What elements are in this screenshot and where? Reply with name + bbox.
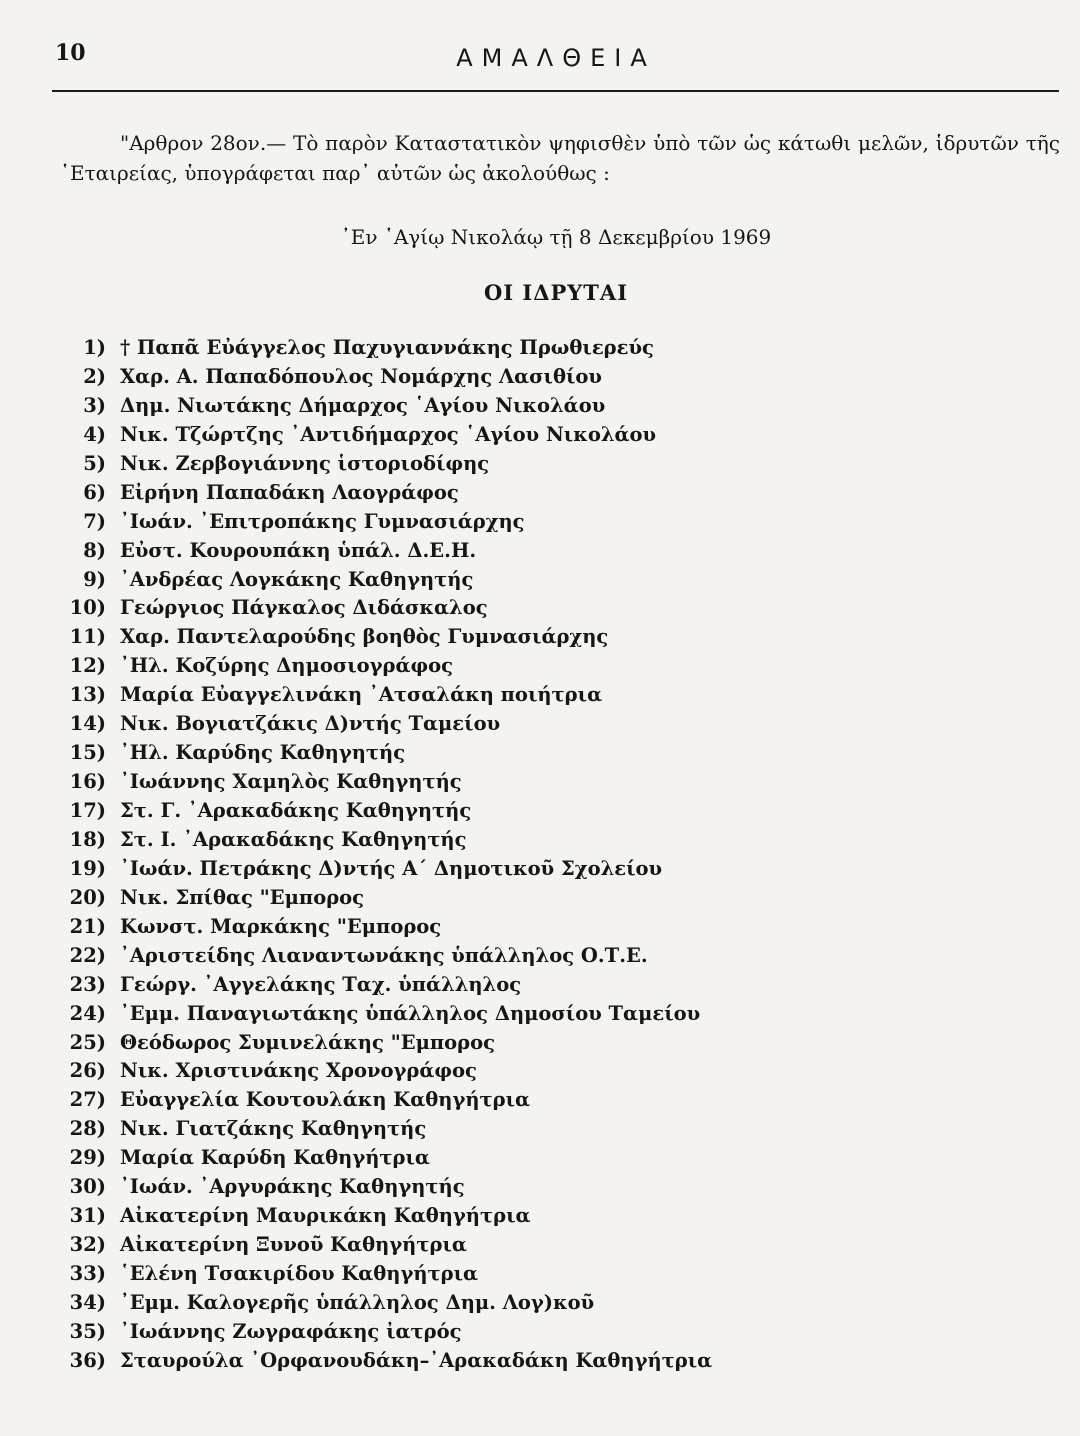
founder-name: Νικ. Τζώρτζης ᾿Αντιδήμαρχος ῾Αγίου Νικολάου — [120, 422, 657, 446]
founder-list-item — [60, 828, 1040, 857]
dateline: ᾿Εν ῾Αγίῳ Νικολάῳ τῇ 8 Δεκεμβρίου 1969 — [340, 225, 772, 249]
founder-name: ᾿Ιωάν. ᾿Αργυράκης Καθηγητής — [120, 1175, 465, 1199]
founder-name: Κωνστ. Μαρκάκης "Εμπορος — [120, 914, 442, 938]
founder-number: 25) — [69, 1030, 106, 1054]
founder-number: 35) — [69, 1319, 106, 1343]
founder-number: 9) — [83, 567, 106, 591]
founder-list-item — [60, 973, 1040, 1002]
founder-name: ᾿Ιωάννης Χαμηλὸς Καθηγητής — [120, 770, 462, 794]
founder-number: 12) — [69, 654, 106, 678]
founder-number: 27) — [69, 1088, 106, 1112]
founder-list-item — [60, 1233, 1040, 1262]
founder-name: ᾿Εμμ. Καλογερῆς ὑπάλληλος Δημ. Λογ)κοῦ — [120, 1290, 595, 1314]
founder-list-item — [60, 394, 1040, 423]
founder-name: Στ. Ι. ᾿Αρακαδάκης Καθηγητής — [120, 827, 467, 851]
founder-number: 26) — [69, 1059, 106, 1083]
founder-list-item — [60, 1059, 1040, 1088]
founder-number: 28) — [69, 1117, 106, 1141]
founder-number: 13) — [69, 683, 106, 707]
founder-name: ᾿Ανδρέας Λογκάκης Καθηγητής — [120, 567, 474, 591]
founder-number: 15) — [69, 741, 106, 765]
founder-name: Μαρία Εὐαγγελινάκη ᾿Ατσαλάκη ποιήτρια — [120, 683, 603, 707]
founder-name: Νικ. Σπίθας "Εμπορος — [120, 885, 365, 909]
founder-name: Νικ. Γιατζάκης Καθηγητής — [120, 1117, 427, 1141]
founder-number: 3) — [83, 393, 106, 417]
founder-list-item — [60, 510, 1040, 539]
founder-list-item — [60, 654, 1040, 683]
founder-name: Νικ. Χριστινάκης Χρονογράφος — [120, 1059, 477, 1083]
founder-number: 17) — [69, 799, 106, 822]
founder-name: Εἰρήνη Παπαδάκη Λαογράφος — [120, 480, 459, 504]
founder-list-item — [60, 1002, 1040, 1031]
founder-list-item — [60, 423, 1040, 452]
founder-name: ᾿Ιωάν. ᾿Επιτροπάκης Γυμνασιάρχης — [120, 509, 525, 533]
founder-list-item — [60, 1146, 1040, 1175]
founder-name: ῾Ελένη Τσακιρίδου Καθηγήτρια — [120, 1262, 479, 1285]
founder-name: ᾿Ηλ. Καρύδης Καθηγητής — [120, 741, 406, 765]
founders-list — [60, 336, 1040, 1378]
founder-list-item — [60, 1349, 1040, 1378]
founder-number: 20) — [69, 885, 106, 909]
founder-name: † Παπᾶ Εὐάγγελος Παχυγιαννάκης Πρωθιερεύς — [120, 336, 654, 359]
founder-list-item — [60, 625, 1040, 654]
founder-list-item — [60, 481, 1040, 510]
founder-number: 1) — [83, 336, 106, 359]
founder-list-item — [60, 915, 1040, 944]
founder-name: Δημ. Νιωτάκης Δήμαρχος ῾Αγίου Νικολάου — [120, 393, 606, 417]
founder-name: Αἰκατερίνη Ξυνοῦ Καθηγήτρια — [120, 1233, 467, 1257]
founder-list-item — [60, 452, 1040, 481]
founder-name: Νικ. Βογιατζάκις Δ)ντής Ταμείου — [120, 712, 501, 736]
founder-name: Γεώργ. ᾿Αγγελάκης Ταχ. ὑπάλληλος — [120, 972, 522, 996]
founder-list-item — [60, 336, 1040, 365]
founder-number: 23) — [69, 972, 106, 996]
founder-list-item — [60, 1291, 1040, 1320]
founder-number: 22) — [69, 943, 106, 967]
founder-list-item — [60, 741, 1040, 770]
founder-number: 10) — [69, 596, 106, 620]
founder-list-item — [60, 712, 1040, 741]
founder-number: 18) — [69, 827, 106, 851]
founder-list-item — [60, 1320, 1040, 1349]
founders-heading: ΟΙ ΙΔΡΥΤΑΙ — [483, 280, 629, 305]
founder-list-item — [60, 539, 1040, 568]
founder-number: 32) — [69, 1233, 106, 1257]
founder-number: 4) — [83, 422, 106, 446]
founder-list-item — [60, 683, 1040, 712]
founder-list-item — [60, 1262, 1040, 1291]
founder-list-item — [60, 365, 1040, 394]
founder-name: Εὐαγγελία Κουτουλάκη Καθηγήτρια — [120, 1088, 531, 1112]
founder-number: 21) — [69, 914, 106, 938]
founder-number: 5) — [83, 451, 106, 475]
founder-list-item — [60, 770, 1040, 799]
founder-number: 29) — [69, 1146, 106, 1170]
founder-name: ᾿Αριστείδης Λιαναντωνάκης ὑπάλληλος Ο.Τ.Ε. — [120, 943, 648, 967]
page-number: 10 — [55, 40, 86, 66]
founder-number: 6) — [83, 480, 106, 504]
founder-number: 31) — [69, 1204, 106, 1228]
founder-name: ᾿Ιωάννης Ζωγραφάκης ἰατρός — [120, 1319, 462, 1343]
founder-list-item — [60, 1088, 1040, 1117]
founder-name: Αἰκατερίνη Μαυρικάκη Καθηγήτρια — [120, 1204, 531, 1228]
journal-title: ΑΜΑΛΘΕΙΑ — [456, 44, 656, 72]
founder-number: 30) — [69, 1175, 106, 1199]
founder-list-item — [60, 944, 1040, 973]
header-rule — [52, 90, 1059, 92]
founder-number: 11) — [69, 625, 106, 649]
founder-list-item — [60, 1204, 1040, 1233]
founder-list-item — [60, 1031, 1040, 1060]
founder-name: Στ. Γ. ᾿Αρακαδάκης Καθηγητής — [120, 799, 472, 822]
founder-list-item — [60, 799, 1040, 828]
founder-name: ᾿Εμμ. Παναγιωτάκης ὑπάλληλος Δημοσίου Ταμείου — [120, 1001, 701, 1025]
founder-name: Γεώργιος Πάγκαλος Διδάσκαλος — [120, 596, 488, 620]
founder-name: ᾿Ιωάν. Πετράκης Δ)ντής Α΄ Δημοτικοῦ Σχολείου — [120, 856, 663, 880]
founder-list-item — [60, 1175, 1040, 1204]
founder-list-item — [60, 886, 1040, 915]
founder-list-item — [60, 596, 1040, 625]
founder-list-item — [60, 1117, 1040, 1146]
founder-name: Νικ. Ζερβογιάννης ἱστοριοδίφης — [120, 451, 490, 475]
founder-number: 14) — [69, 712, 106, 736]
founder-number: 24) — [69, 1001, 106, 1025]
founder-number: 7) — [83, 509, 106, 533]
founder-name: Εὐστ. Κουρουπάκη ὑπάλ. Δ.Ε.Η. — [120, 538, 477, 562]
founder-number: 16) — [69, 770, 106, 794]
founder-list-item — [60, 857, 1040, 886]
founder-number: 34) — [69, 1290, 106, 1314]
founder-number: 33) — [69, 1262, 106, 1285]
founder-name: Σταυρούλα ᾿Ορφανουδάκη–᾿Αρακαδάκη Καθηγήτρια — [120, 1348, 713, 1372]
founder-list-item — [60, 568, 1040, 597]
founder-name: Χαρ. Παντελαρούδης βοηθὸς Γυμνασιάρχης — [120, 625, 609, 649]
founder-number: 36) — [69, 1348, 106, 1372]
founder-number: 2) — [83, 364, 106, 388]
founder-name: Μαρία Καρύδη Καθηγήτρια — [120, 1146, 430, 1170]
founder-number: 19) — [69, 856, 106, 880]
founder-name: ᾿Ηλ. Κοζύρης Δημοσιογράφος — [120, 654, 454, 678]
founder-name: Χαρ. Α. Παπαδόπουλος Νομάρχης Λασιθίου — [120, 364, 602, 388]
article-paragraph: "Αρθρον 28ον.— Τὸ παρὸν Καταστατικὸν ψηφισθὲν ὑπὸ τῶν ὡς κάτωθι μελῶν, ἱδρυτῶν τῆς ῾Εταιρείας, ὑπογράφεται παρ᾿ αὐτῶν ὡς ἀκολούθως : — [60, 131, 1060, 185]
founder-name: Θεόδωρος Συμινελάκης "Εμπορος — [120, 1030, 496, 1054]
founder-number: 8) — [83, 538, 106, 562]
